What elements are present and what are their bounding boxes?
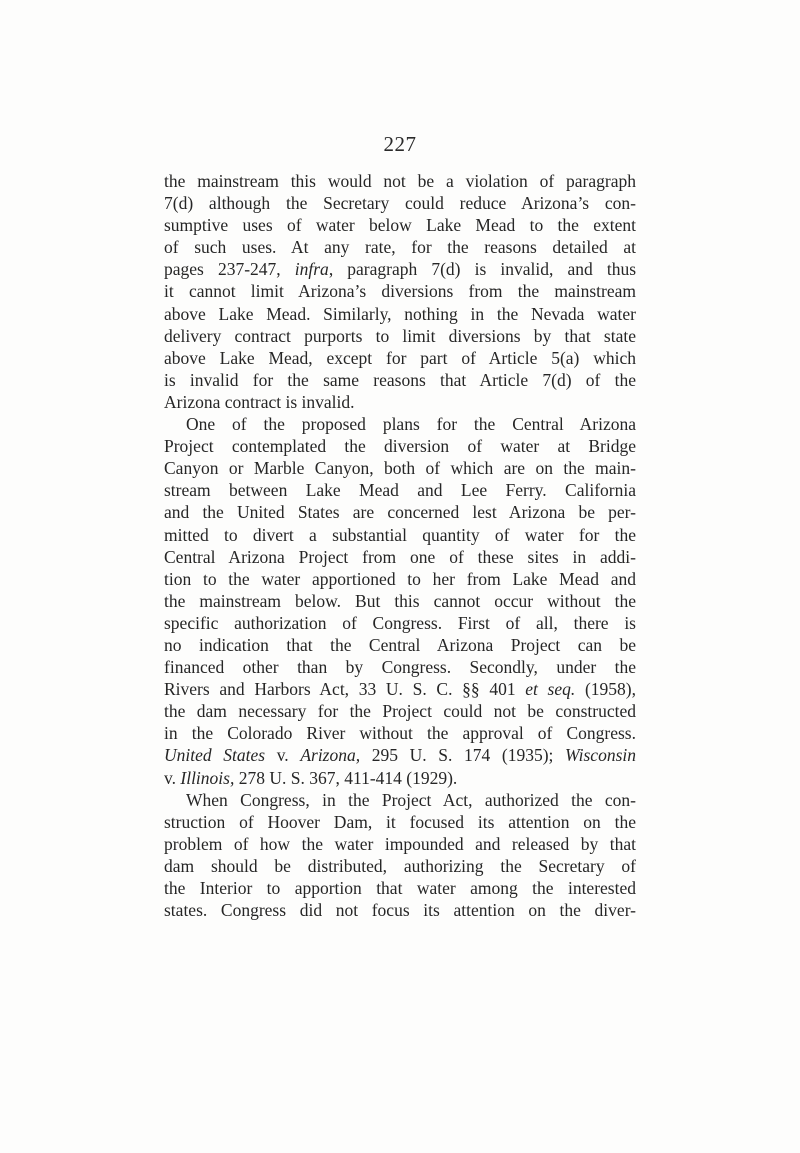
paragraph-3 xyxy=(164,789,636,922)
text-line: stream between Lake Mead and Lee Ferry. California xyxy=(164,480,636,501)
italic-term: et seq. xyxy=(525,679,576,700)
text-line: sumptive uses of water below Lake Mead to the extent xyxy=(164,215,636,236)
text-line: is invalid for the same reasons that Article 7(d) of the xyxy=(164,369,636,390)
italic-term: Wisconsin xyxy=(565,745,636,766)
text-line: delivery contract purports to limit diversions by that state xyxy=(164,325,636,346)
italic-term: United States xyxy=(164,745,266,766)
text-line: struction of Hoover Dam, it focused its attention on the xyxy=(164,811,636,832)
text-line: specific authorization of Congress. First of all, there is xyxy=(164,612,636,633)
text-line: the dam necessary for the Project could not be constructed xyxy=(164,701,636,722)
italic-term: infra xyxy=(294,259,329,280)
text-line: the Interior to apportion that water among the interested xyxy=(164,878,636,898)
text-line: Arizona contract is invalid. xyxy=(164,391,355,412)
text-line: 7(d) although the Secretary could reduce Arizona’s con- xyxy=(164,193,636,214)
text-line: financed other than by Congress. Secondly, under the xyxy=(164,657,636,678)
text-line: United States v. Arizona, 295 U. S. 174 (1935); Wisconsin xyxy=(164,745,636,766)
text-line: Canyon or Marble Canyon, both of which are on the main- xyxy=(164,458,636,479)
text-line: mitted to divert a substantial quantity of water for the xyxy=(164,524,636,545)
text-line: v. Illinois, 278 U. S. 367, 411-414 (1929). xyxy=(164,767,458,788)
body-text xyxy=(164,170,636,921)
text-line: no indication that the Central Arizona Project can be xyxy=(164,634,636,655)
text-line: problem of how the water impounded and released by that xyxy=(164,833,636,854)
text-line: the mainstream this would not be a violation of paragraph xyxy=(164,171,636,191)
text-line: states. Congress did not focus its attention on the diver- xyxy=(164,900,636,921)
text-line: and the United States are concerned lest Arizona be per- xyxy=(164,502,636,523)
text-line: it cannot limit Arizona’s diversions from the mainstream xyxy=(164,281,636,302)
text-line: When Congress, in the Project Act, authorized the con- xyxy=(186,789,636,810)
text-line: in the Colorado River without the approval of Congress. xyxy=(164,723,636,744)
text-line: Project contemplated the diversion of water at Bridge xyxy=(164,436,636,457)
paragraph-2 xyxy=(164,413,636,789)
paragraph-1 xyxy=(164,170,636,413)
text-line: above Lake Mead, except for part of Article 5(a) which xyxy=(164,347,636,368)
text-line: of such uses. At any rate, for the reasons detailed at xyxy=(164,237,636,258)
text-line: pages 237-247, infra, paragraph 7(d) is invalid, and thus xyxy=(164,259,636,280)
text-line: above Lake Mead. Similarly, nothing in the Nevada water xyxy=(164,303,636,324)
text-line: One of the proposed plans for the Central Arizona xyxy=(186,414,636,435)
text-line: dam should be distributed, authorizing the Secretary of xyxy=(164,855,636,876)
text-line: Central Arizona Project from one of these sites in addi- xyxy=(164,546,636,567)
text-line: tion to the water apportioned to her from Lake Mead and xyxy=(164,568,636,589)
italic-term: Arizona, xyxy=(300,745,361,766)
italic-term: Illinois, xyxy=(180,767,235,788)
page-number: 227 xyxy=(383,132,417,156)
text-line: the mainstream below. But this cannot occur without the xyxy=(164,590,636,611)
text-line: Rivers and Harbors Act, 33 U. S. C. §§ 401 et seq. (1958), xyxy=(164,679,636,700)
